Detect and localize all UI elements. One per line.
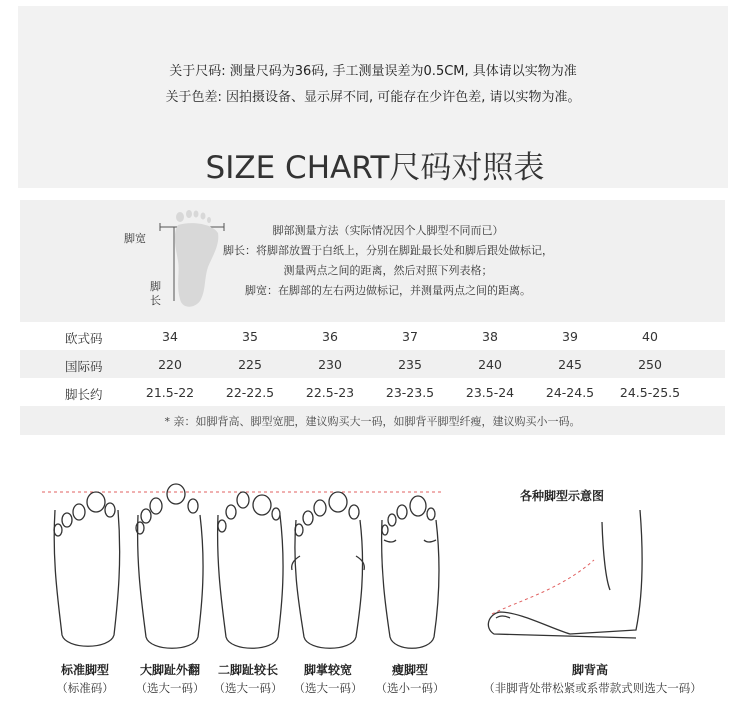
- method-line-2: 测量两点之间的距离，然后对照下列表格；: [283, 264, 493, 277]
- foot-length-label-bottom: 长: [150, 294, 161, 307]
- table-cell: 24-24.5: [545, 385, 595, 400]
- table-cell: 240: [478, 357, 502, 372]
- table-cell: 220: [158, 357, 182, 372]
- size-note: * 亲：如脚背高、脚型宽肥，建议购买大一码，如脚背平脚型纤瘦，建议购买小一码。: [164, 415, 581, 428]
- table-cell: 245: [558, 357, 582, 372]
- row-label: 国际码: [65, 359, 103, 374]
- table-cell: 40: [642, 329, 658, 344]
- table-cell: 34: [162, 329, 178, 344]
- method-title: 脚部测量方法（实际情况因个人脚型不同而已）: [272, 224, 504, 237]
- foot-type-name: 脚掌较宽: [303, 663, 352, 677]
- foot-length-label-top: 脚: [150, 280, 161, 293]
- table-cell: 22-22.5: [225, 385, 275, 400]
- foot-type-advice: （选大一码）: [135, 681, 205, 695]
- table-cell: 235: [398, 357, 422, 372]
- row-label: 脚长约: [65, 387, 103, 402]
- method-line-3: 脚宽：在脚部的左右两边做标记，并测量两点之间的距离。: [245, 284, 531, 297]
- foot-type-advice: （选大一码）: [213, 681, 283, 695]
- instep-advice: （非脚背处带松紧或系带款式则选大一码）: [483, 681, 702, 695]
- table-cell: 225: [238, 357, 262, 372]
- table-cell: 230: [318, 357, 342, 372]
- size-notice: 关于尺码: 测量尺码为36码, 手工测量误差为0.5CM, 具体请以实物为准: [169, 64, 577, 79]
- row-label: 欧式码: [65, 331, 103, 346]
- table-cell: 39: [562, 329, 578, 344]
- foot-type-name: 标准脚型: [60, 663, 109, 677]
- table-cell: 21.5-22: [145, 385, 195, 400]
- table-cell: 35: [242, 329, 258, 344]
- foot-type-name: 二脚趾较长: [217, 663, 278, 677]
- table-cell: 36: [322, 329, 338, 344]
- table-cell: 23-23.5: [385, 385, 435, 400]
- foot-type-advice: （选小一码）: [375, 681, 445, 695]
- foot-type-advice: （选大一码）: [293, 681, 363, 695]
- table-cell: 37: [402, 329, 418, 344]
- foot-type-name: 瘦脚型: [391, 663, 428, 677]
- diagram-title: 各种脚型示意图: [520, 489, 605, 503]
- foot-width-label: 脚宽: [124, 232, 146, 245]
- table-cell: 22.5-23: [305, 385, 355, 400]
- table-cell: 23.5-24: [465, 385, 515, 400]
- foot-type-name: 大脚趾外翻: [139, 663, 200, 677]
- table-cell: 24.5-25.5: [619, 385, 681, 400]
- table-cell: 38: [482, 329, 498, 344]
- method-line-1: 脚长：将脚部放置于白纸上，分别在脚趾最长处和脚后跟处做标记，: [223, 244, 553, 257]
- foot-type-advice: （标准码）: [56, 681, 114, 695]
- color-notice: 关于色差: 因拍摄设备、显示屏不同, 可能存在少许色差, 请以实物为准。: [165, 90, 581, 105]
- instep-name: 脚背高: [571, 663, 608, 677]
- page-title: SIZE CHART尺码对照表: [205, 150, 545, 186]
- table-cell: 250: [638, 357, 662, 372]
